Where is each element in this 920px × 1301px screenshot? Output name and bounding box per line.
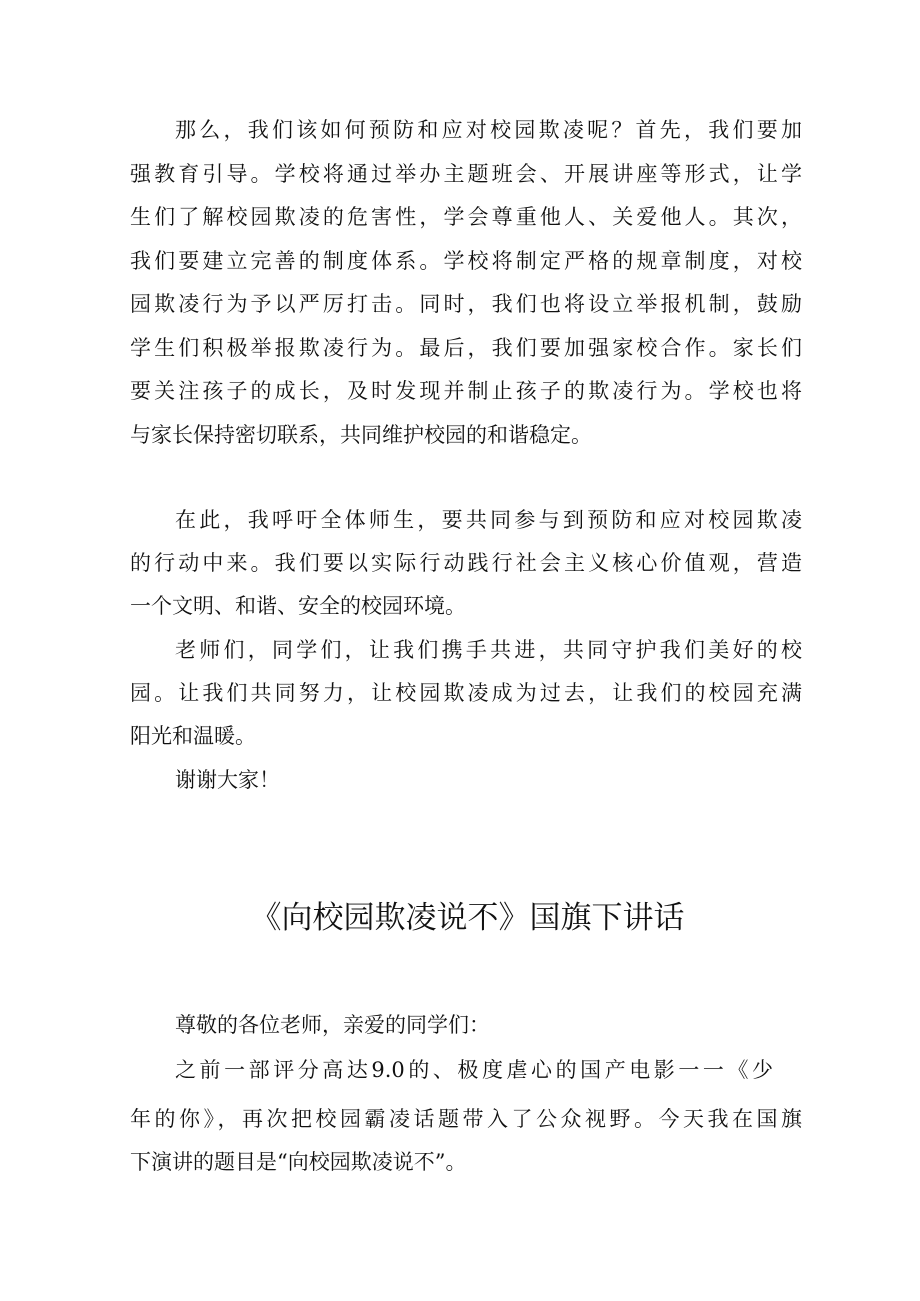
text-line: 在此，我呼吁全体师生，要共同参与到预防和应对校园欺凌	[175, 508, 802, 532]
thanks-line: 谢谢大家！	[175, 768, 280, 792]
greeting-line: 尊敬的各位老师，亲爱的同学们：	[175, 1013, 490, 1037]
text-line: 要关注孩子的成长，及时发现并制止孩子的欺凌行为。学校也将	[130, 379, 802, 403]
text-line: 阳光和温暖。	[130, 724, 256, 748]
text-line: 与家长保持密切联系，共同维护校园的和谐稳定。	[130, 423, 592, 447]
text-line: 我们要建立完善的制度体系。学校将制定严格的规章制度，对校	[130, 249, 802, 273]
text-line: 生们了解校园欺凌的危害性，学会尊重他人、关爱他人。其次，	[130, 205, 802, 229]
text-line: 的行动中来。我们要以实际行动践行社会主义核心价值观，营造	[130, 551, 802, 575]
text-line: 园。让我们共同努力，让校园欺凌成为过去，让我们的校园充满	[130, 681, 802, 705]
speech-title: 《向校园欺凌说不》国旗下讲话	[250, 900, 685, 936]
text-line: 学生们积极举报欺凌行为。最后，我们要加强家校合作。家长们	[130, 336, 802, 360]
text-line: 那么，我们该如何预防和应对校园欺凌呢？首先，我们要加	[175, 118, 802, 142]
text-line: 之前一部评分高达9.0的、极度虐心的国产电影一一《少	[175, 1058, 773, 1082]
text-line: 老师们，同学们，让我们携手共进，共同守护我们美好的校	[175, 638, 802, 662]
text-line: 下演讲的题目是“向校园欺凌说不”。	[130, 1150, 467, 1174]
text-line: 强教育引导。学校将通过举办主题班会、开展讲座等形式，让学	[130, 162, 802, 186]
text-line: 园欺凌行为予以严厉打击。同时，我们也将设立举报机制，鼓励	[130, 292, 802, 316]
text-line: 一个文明、和谐、安全的校园环境。	[130, 594, 466, 618]
text-line: 年的你》，再次把校园霸凌话题带入了公众视野。今天我在国旗	[130, 1107, 802, 1131]
